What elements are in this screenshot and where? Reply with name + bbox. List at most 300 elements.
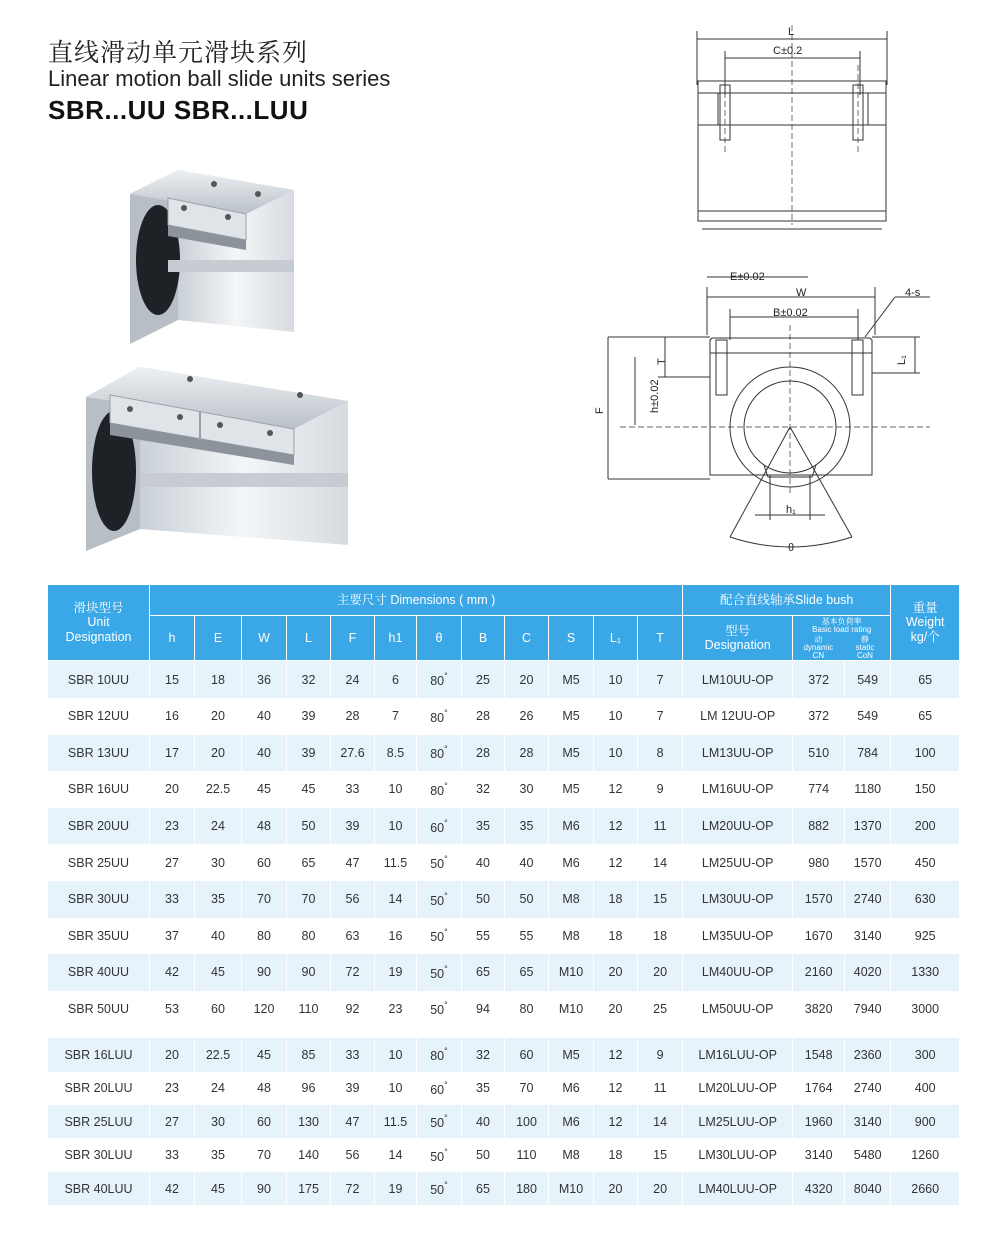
table-cell: 45 (242, 1038, 287, 1071)
table-cell: 30 (505, 771, 549, 808)
table-row (48, 881, 960, 918)
table-cell: LM16LUU-OP (683, 1038, 793, 1071)
degree-symbol: ° (444, 1000, 448, 1011)
table-cell: 70 (242, 1138, 287, 1171)
table-cell: LM35UU-OP (683, 918, 793, 955)
table-cell: 23 (150, 1072, 195, 1105)
table-cell: 1330 (891, 954, 960, 991)
table-cell: 33 (150, 1138, 195, 1171)
col-dimensions-group: 主要尺寸 Dimensions ( mm ) (150, 585, 683, 616)
table-cell: 22.5 (195, 1038, 242, 1071)
table-cell: 1548 (793, 1038, 845, 1071)
table-cell: SBR 50UU (48, 991, 150, 1028)
table-cell: 60° (417, 808, 462, 845)
col-L: L (287, 616, 331, 661)
table-cell: 110 (287, 991, 331, 1028)
table-cell: 10 (594, 735, 638, 772)
table-cell: 300 (891, 1038, 960, 1071)
dim-S-label: 4-s (905, 287, 921, 299)
table-cell: M6 (549, 844, 594, 881)
table-row (48, 1038, 960, 1071)
table-cell: M10 (549, 954, 594, 991)
table-cell: SBR 10UU (48, 661, 150, 698)
table-cell: 90 (287, 954, 331, 991)
table-cell: 28 (462, 735, 505, 772)
table-cell: 980 (793, 844, 845, 881)
table-cell: 24 (195, 1072, 242, 1105)
table-cell: M5 (549, 698, 594, 735)
table-cell: LM20LUU-OP (683, 1072, 793, 1105)
table-cell: 60 (242, 844, 287, 881)
table-cell: 56 (331, 881, 375, 918)
table-cell: 18 (594, 881, 638, 918)
table-cell: 3140 (845, 1105, 891, 1138)
table-cell: M8 (549, 1138, 594, 1171)
table-cell: 65 (462, 1172, 505, 1205)
spec-table (48, 585, 960, 1205)
table-cell: 50 (505, 881, 549, 918)
table-cell: 20 (150, 1038, 195, 1071)
degree-symbol: ° (444, 671, 448, 682)
degree-symbol: ° (444, 744, 448, 755)
table-cell: 48 (242, 808, 287, 845)
col-theta: θ (417, 616, 462, 661)
table-cell: 1670 (793, 918, 845, 955)
degree-symbol: ° (444, 890, 448, 901)
table-cell: 39 (287, 735, 331, 772)
table-cell: 12 (594, 1038, 638, 1071)
sbr-uu-photo (118, 150, 318, 350)
col-S: S (549, 616, 594, 661)
table-cell: 11.5 (375, 844, 417, 881)
table-cell: 26 (505, 698, 549, 735)
table-cell: 50° (417, 1138, 462, 1171)
table-cell: 549 (845, 698, 891, 735)
col-slide-bush-group: 配合直线轴承Slide bush (683, 585, 891, 616)
table-cell: M8 (549, 918, 594, 955)
dim-h1-label: h₁ (786, 504, 796, 516)
table-cell: LM40UU-OP (683, 954, 793, 991)
table-cell: 20 (195, 735, 242, 772)
table-cell: 1764 (793, 1072, 845, 1105)
col-T: T (638, 616, 683, 661)
dim-L-label: L (788, 26, 795, 38)
table-cell: M5 (549, 661, 594, 698)
table-cell: 1180 (845, 771, 891, 808)
table-cell: LM50UU-OP (683, 991, 793, 1028)
table-cell: 6 (375, 661, 417, 698)
table-cell: 9 (638, 771, 683, 808)
table-cell: 8040 (845, 1172, 891, 1205)
luu-rows (48, 1038, 960, 1205)
table-cell: 80° (417, 771, 462, 808)
table-cell: LM13UU-OP (683, 735, 793, 772)
table-cell: M6 (549, 1105, 594, 1138)
table-cell: 40 (242, 735, 287, 772)
table-cell: 70 (287, 881, 331, 918)
table-cell: 85 (287, 1038, 331, 1071)
table-cell: 15 (638, 1138, 683, 1171)
table-cell: 50° (417, 918, 462, 955)
sbr-luu-photo (80, 345, 360, 560)
degree-symbol: ° (444, 1146, 448, 1157)
table-cell: 100 (891, 735, 960, 772)
table-cell: 65 (891, 698, 960, 735)
table-cell: M6 (549, 1072, 594, 1105)
table-cell: 50° (417, 881, 462, 918)
dim-L1-label: L₁ (896, 355, 908, 365)
dim-E-label: E±0.02 (730, 271, 765, 283)
table-cell: 56 (331, 1138, 375, 1171)
table-cell: 80° (417, 735, 462, 772)
table-cell: LM20UU-OP (683, 808, 793, 845)
table-cell: 60 (195, 991, 242, 1028)
table-cell: 20 (150, 771, 195, 808)
table-cell: 60 (505, 1038, 549, 1071)
table-cell: 20 (505, 661, 549, 698)
col-F: F (331, 616, 375, 661)
table-cell: 70 (505, 1072, 549, 1105)
table-cell: 32 (287, 661, 331, 698)
table-cell: 10 (594, 698, 638, 735)
table-cell: 14 (638, 844, 683, 881)
table-cell: 3140 (845, 918, 891, 955)
table-cell: 28 (505, 735, 549, 772)
front-view-drawing (590, 265, 935, 555)
col-L1: L₁ (594, 616, 638, 661)
degree-symbol: ° (444, 1079, 448, 1090)
table-cell: 9 (638, 1038, 683, 1071)
degree-symbol: ° (444, 780, 448, 791)
table-cell: 10 (375, 771, 417, 808)
table-cell: 3140 (793, 1138, 845, 1171)
table-cell: 12 (594, 844, 638, 881)
table-cell: 200 (891, 808, 960, 845)
table-cell: 40 (242, 698, 287, 735)
table-cell: 40 (462, 844, 505, 881)
table-cell: SBR 12UU (48, 698, 150, 735)
table-cell: 96 (287, 1072, 331, 1105)
table-cell: 27 (150, 844, 195, 881)
table-cell: M5 (549, 735, 594, 772)
table-cell: LM25LUU-OP (683, 1105, 793, 1138)
table-cell: 65 (891, 661, 960, 698)
table-cell: 10 (375, 1072, 417, 1105)
table-cell: 30 (195, 1105, 242, 1138)
table-cell: 90 (242, 1172, 287, 1205)
table-cell: 55 (462, 918, 505, 955)
table-cell: 48 (242, 1072, 287, 1105)
title-english: Linear motion ball slide units series (48, 66, 391, 91)
table-cell: 10 (375, 1038, 417, 1071)
table-cell: 94 (462, 991, 505, 1028)
table-row (48, 698, 960, 735)
table-row (48, 991, 960, 1028)
table-cell: M6 (549, 808, 594, 845)
table-cell: 450 (891, 844, 960, 881)
table-cell: 50 (287, 808, 331, 845)
table-cell: 33 (331, 771, 375, 808)
table-cell: 55 (505, 918, 549, 955)
table-cell: 110 (505, 1138, 549, 1171)
table-cell: 15 (150, 661, 195, 698)
table-cell: 3000 (891, 991, 960, 1028)
table-cell: SBR 30UU (48, 881, 150, 918)
table-cell: 400 (891, 1072, 960, 1105)
table-cell: 30 (195, 844, 242, 881)
table-cell: 35 (462, 1072, 505, 1105)
table-cell: 16 (375, 918, 417, 955)
table-cell: 37 (150, 918, 195, 955)
table-cell: M10 (549, 991, 594, 1028)
table-cell: 372 (793, 698, 845, 735)
col-load-rating: 基本负荷率 Basic load rating 动 dynamic CN 静 static CoN (793, 616, 891, 661)
degree-symbol: ° (444, 1113, 448, 1124)
col-B: B (462, 616, 505, 661)
table-cell: 100 (505, 1105, 549, 1138)
table-cell: 40 (505, 844, 549, 881)
table-cell: 120 (242, 991, 287, 1028)
table-cell: 63 (331, 918, 375, 955)
table-cell: LM 12UU-OP (683, 698, 793, 735)
col-E: E (195, 616, 242, 661)
top-view-drawing (680, 25, 905, 240)
table-cell: 130 (287, 1105, 331, 1138)
table-cell: 7940 (845, 991, 891, 1028)
table-cell: 774 (793, 771, 845, 808)
table-cell: 33 (150, 881, 195, 918)
table-cell: SBR 30LUU (48, 1138, 150, 1171)
table-cell: 18 (594, 1138, 638, 1171)
table-row (48, 1105, 960, 1138)
table-cell: 65 (287, 844, 331, 881)
table-cell: SBR 35UU (48, 918, 150, 955)
table-cell: LM30LUU-OP (683, 1138, 793, 1171)
table-cell: 14 (375, 881, 417, 918)
table-cell: 8 (638, 735, 683, 772)
table-cell: 2360 (845, 1038, 891, 1071)
table-cell: 50° (417, 844, 462, 881)
table-cell: 47 (331, 1105, 375, 1138)
table-cell: 7 (638, 661, 683, 698)
table-cell: 2740 (845, 881, 891, 918)
table-row (48, 771, 960, 808)
table-cell: 1260 (891, 1138, 960, 1171)
table-cell: 510 (793, 735, 845, 772)
table-cell: 372 (793, 661, 845, 698)
table-cell: 50° (417, 1105, 462, 1138)
model-series: SBR...UU SBR...LUU (48, 95, 309, 125)
table-cell: 20 (638, 954, 683, 991)
degree-symbol: ° (444, 1180, 448, 1191)
table-cell: LM40LUU-OP (683, 1172, 793, 1205)
table-cell: 45 (287, 771, 331, 808)
table-cell: 40 (462, 1105, 505, 1138)
table-cell: 45 (195, 1172, 242, 1205)
degree-symbol: ° (444, 854, 448, 865)
table-cell: 140 (287, 1138, 331, 1171)
table-cell: 25 (638, 991, 683, 1028)
table-cell: 175 (287, 1172, 331, 1205)
table-row (48, 808, 960, 845)
table-cell: M5 (549, 771, 594, 808)
uu-rows (48, 661, 960, 1027)
table-cell: 65 (505, 954, 549, 991)
section-gap (48, 1027, 960, 1038)
table-cell: SBR 40LUU (48, 1172, 150, 1205)
table-cell: 8.5 (375, 735, 417, 772)
degree-symbol: ° (444, 817, 448, 828)
table-cell: 20 (594, 954, 638, 991)
table-cell: 80 (287, 918, 331, 955)
table-row (48, 661, 960, 698)
degree-symbol: ° (444, 1046, 448, 1057)
table-cell: SBR 25LUU (48, 1105, 150, 1138)
table-cell: 1570 (793, 881, 845, 918)
table-cell: 50° (417, 1172, 462, 1205)
table-cell: 25 (462, 661, 505, 698)
table-cell: 50 (462, 1138, 505, 1171)
table-cell: 28 (331, 698, 375, 735)
table-row (48, 954, 960, 991)
title-chinese: 直线滑动单元滑块系列 (48, 38, 309, 67)
table-cell: 3820 (793, 991, 845, 1028)
table-cell: 15 (638, 881, 683, 918)
table-cell: 19 (375, 954, 417, 991)
table-cell: 45 (242, 771, 287, 808)
table-cell: 4020 (845, 954, 891, 991)
table-row (48, 1138, 960, 1171)
table-cell: 72 (331, 954, 375, 991)
table-cell: 27.6 (331, 735, 375, 772)
table-cell: SBR 16UU (48, 771, 150, 808)
table-cell: 150 (891, 771, 960, 808)
table-cell: 11 (638, 1072, 683, 1105)
table-cell: 10 (594, 661, 638, 698)
table-cell: 10 (375, 808, 417, 845)
table-cell: 80° (417, 698, 462, 735)
table-cell: 32 (462, 771, 505, 808)
table-cell: 28 (462, 698, 505, 735)
table-cell: 11.5 (375, 1105, 417, 1138)
table-cell: 20 (594, 991, 638, 1028)
table-cell: 1960 (793, 1105, 845, 1138)
table-cell: 784 (845, 735, 891, 772)
table-cell: 19 (375, 1172, 417, 1205)
table-cell: 12 (594, 1072, 638, 1105)
table-cell: 180 (505, 1172, 549, 1205)
table-cell: SBR 13UU (48, 735, 150, 772)
table-cell: 1570 (845, 844, 891, 881)
table-cell: 32 (462, 1038, 505, 1071)
table-row (48, 918, 960, 955)
table-cell: 11 (638, 808, 683, 845)
table-cell: 7 (638, 698, 683, 735)
table-cell: M5 (549, 1038, 594, 1071)
table-cell: 18 (594, 918, 638, 955)
table-cell: 882 (793, 808, 845, 845)
table-cell: 50° (417, 991, 462, 1028)
table-row (48, 1172, 960, 1205)
table-cell: 50° (417, 954, 462, 991)
table-cell: 35 (462, 808, 505, 845)
degree-symbol: ° (444, 963, 448, 974)
table-cell: 7 (375, 698, 417, 735)
dim-W-label: W (796, 287, 807, 299)
table-cell: LM10UU-OP (683, 661, 793, 698)
table-cell: 80° (417, 1038, 462, 1071)
table-cell: 2740 (845, 1072, 891, 1105)
table-cell: 39 (331, 808, 375, 845)
table-cell: 22.5 (195, 771, 242, 808)
table-cell: 50 (462, 881, 505, 918)
table-cell: 18 (638, 918, 683, 955)
table-cell: LM30UU-OP (683, 881, 793, 918)
table-cell: 20 (594, 1172, 638, 1205)
table-cell: SBR 20UU (48, 808, 150, 845)
table-cell: 24 (195, 808, 242, 845)
table-cell: 925 (891, 918, 960, 955)
table-cell: 47 (331, 844, 375, 881)
col-h1: h1 (375, 616, 417, 661)
table-cell: 90 (242, 954, 287, 991)
table-cell: 60 (242, 1105, 287, 1138)
col-unit-designation: 滑块型号 Unit Designation (48, 585, 150, 661)
table-cell: 1370 (845, 808, 891, 845)
table-cell: 80 (505, 991, 549, 1028)
table-cell: 23 (375, 991, 417, 1028)
table-cell: 53 (150, 991, 195, 1028)
table-cell: SBR 40UU (48, 954, 150, 991)
table-cell: M10 (549, 1172, 594, 1205)
table-cell: 80° (417, 661, 462, 698)
table-cell: 27 (150, 1105, 195, 1138)
dim-F-label: F (594, 407, 606, 414)
table-cell: 5480 (845, 1138, 891, 1171)
table-cell: 42 (150, 1172, 195, 1205)
col-C: C (505, 616, 549, 661)
table-cell: 23 (150, 808, 195, 845)
table-cell: 4320 (793, 1172, 845, 1205)
table-cell: 900 (891, 1105, 960, 1138)
table-cell: 2160 (793, 954, 845, 991)
table-cell: 35 (195, 1138, 242, 1171)
dim-C-label: C±0.2 (773, 45, 803, 57)
table-cell: 33 (331, 1038, 375, 1071)
table-row (48, 844, 960, 881)
table-cell: 80 (242, 918, 287, 955)
table-cell: 70 (242, 881, 287, 918)
table-cell: 24 (331, 661, 375, 698)
col-W: W (242, 616, 287, 661)
table-cell: 14 (638, 1105, 683, 1138)
table-cell: SBR 20LUU (48, 1072, 150, 1105)
table-cell: 45 (195, 954, 242, 991)
table-row (48, 735, 960, 772)
table-cell: 92 (331, 991, 375, 1028)
col-weight: 重量 Weight kg/个 (891, 585, 960, 661)
table-cell: SBR 25UU (48, 844, 150, 881)
table-cell: 35 (505, 808, 549, 845)
table-cell: 12 (594, 771, 638, 808)
table-cell: 18 (195, 661, 242, 698)
degree-symbol: ° (444, 707, 448, 718)
table-cell: SBR 16LUU (48, 1038, 150, 1071)
table-cell: 72 (331, 1172, 375, 1205)
table-cell: 65 (462, 954, 505, 991)
table-cell: 20 (195, 698, 242, 735)
dim-theta-label: θ (788, 542, 795, 554)
